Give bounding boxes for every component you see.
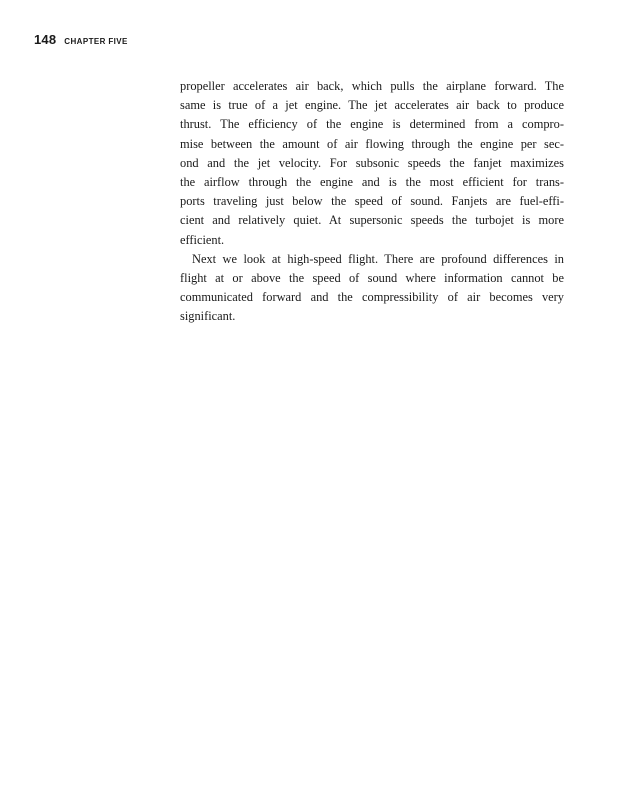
text-line: propeller accelerates air back, which pulls the airplane forward. The bbox=[180, 79, 564, 93]
text-line: significant. bbox=[180, 309, 236, 324]
chapter-label: CHAPTER FIVE bbox=[64, 37, 128, 46]
page-number: 148 bbox=[34, 32, 57, 47]
text-line: ports traveling just below the speed of sound. Fanjets are fuel-effi- bbox=[180, 194, 564, 209]
text-line: flight at or above the speed of sound where information cannot be bbox=[180, 270, 564, 285]
body-text bbox=[180, 77, 564, 326]
text-line: communicated forward and the compressibility of air becomes very bbox=[180, 290, 564, 305]
text-line: thrust. The efficiency of the engine is determined from a compro- bbox=[180, 117, 564, 132]
running-head bbox=[34, 31, 128, 49]
paragraph bbox=[180, 77, 564, 250]
text-line: cient and relatively quiet. At supersonic speeds the turbojet is more bbox=[180, 213, 564, 228]
text-line: Next we look at high-speed flight. There are profound differences in bbox=[192, 251, 564, 266]
text-line: the airflow through the engine and is the most efficient for trans- bbox=[180, 174, 564, 189]
text-line: same is true of a jet engine. The jet accelerates air back to produce bbox=[180, 98, 564, 113]
text-line: ond and the jet velocity. For subsonic speeds the fanjet maximizes bbox=[180, 155, 564, 170]
text-line: efficient. bbox=[180, 232, 225, 247]
text-line: mise between the amount of air flowing through the engine per sec- bbox=[180, 136, 564, 151]
paragraph bbox=[180, 250, 564, 327]
